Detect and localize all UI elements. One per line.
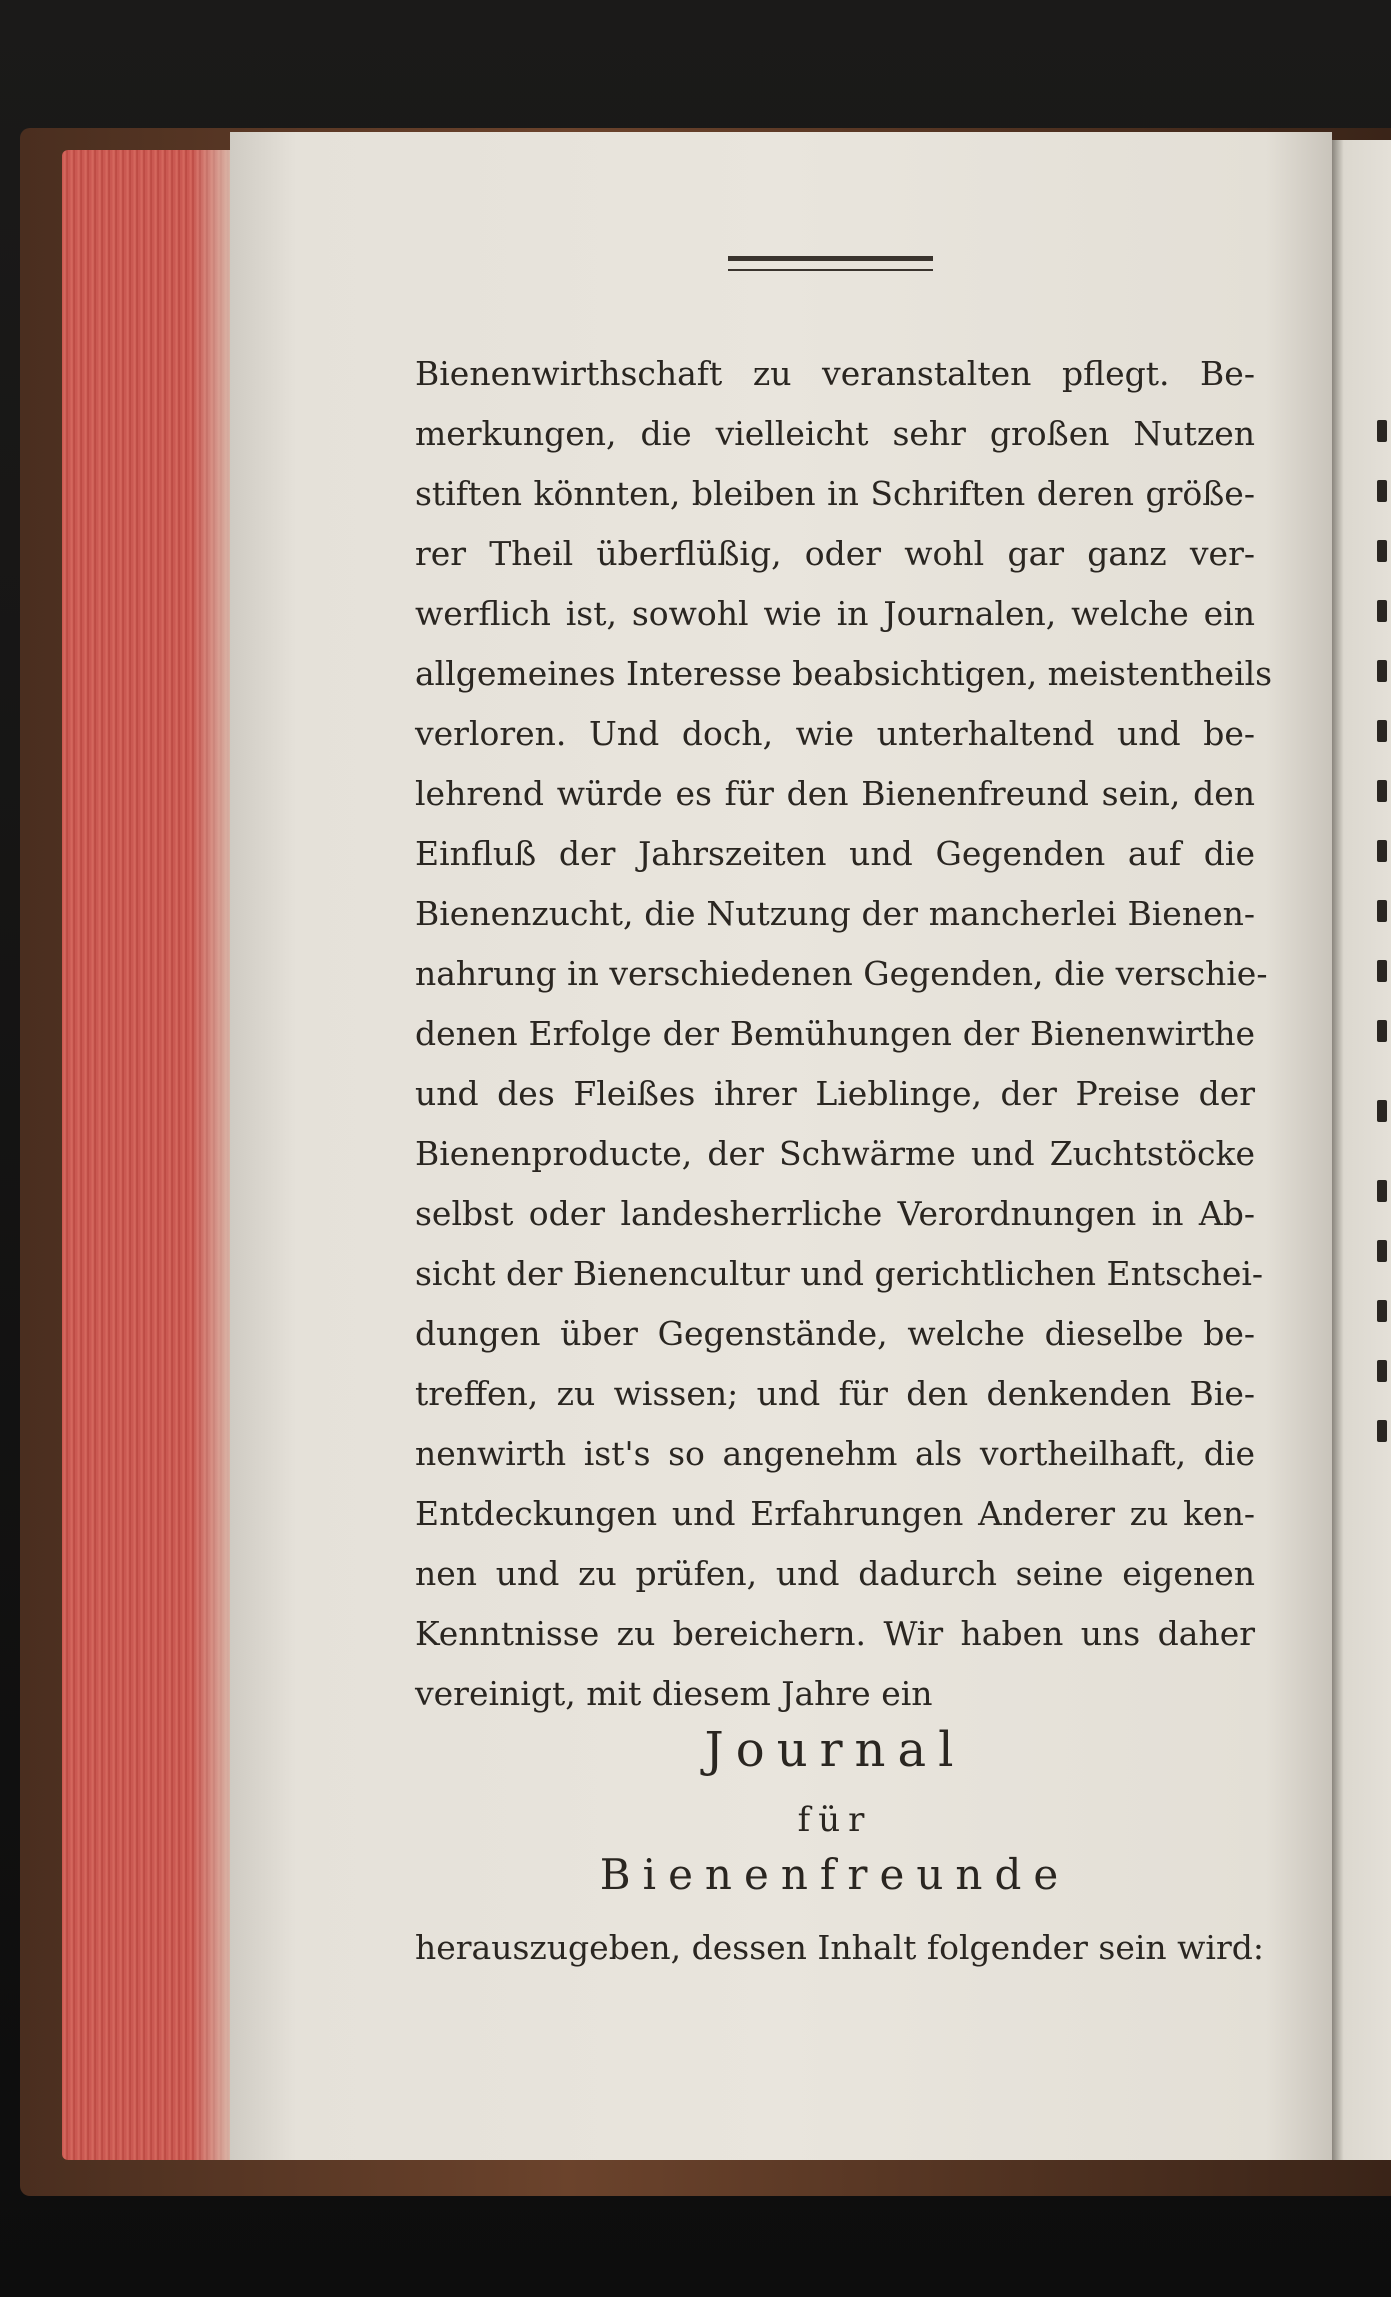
journal-subject: Bienenfreunde [599, 1850, 1071, 1899]
text-fragment [1377, 480, 1387, 502]
body-text [415, 344, 1273, 1724]
text-line: dungen über Gegenstände, welche dieselbe be- [415, 1314, 1255, 1353]
text-line: Einfluß der Jahrszeiten und Gegenden auf die [415, 834, 1255, 873]
closing-line: herauszugeben, dessen Inhalt folgender sein wird: [415, 1928, 1264, 1967]
text-fragment [1377, 420, 1387, 442]
text-line: Bienenzucht, die Nutzung der mancherlei Bienen- [415, 894, 1255, 933]
text-line: treffen, zu wissen; und für den denkenden Bie- [415, 1374, 1255, 1413]
text-line: verloren. Und doch, wie unterhaltend und be- [415, 714, 1255, 753]
text-fragment [1377, 720, 1387, 742]
text-fragment [1377, 1360, 1387, 1382]
text-line: Entdeckungen und Erfahrungen Anderer zu ken- [415, 1494, 1255, 1533]
facing-page-edge [1332, 140, 1391, 2160]
text-line: Kenntnisse zu bereichern. Wir haben uns daher [415, 1614, 1255, 1653]
page-edges [62, 150, 232, 2160]
text-line: stiften könnten, bleiben in Schriften deren größe- [415, 474, 1255, 513]
text-fragment [1377, 780, 1387, 802]
text-fragment [1377, 1240, 1387, 1262]
text-line: vereinigt, mit diesem Jahre ein [415, 1674, 933, 1713]
text-line: lehrend würde es für den Bienenfreund sein, den [415, 774, 1255, 813]
text-fragment [1377, 600, 1387, 622]
text-fragment [1377, 1420, 1387, 1442]
text-line: werflich ist, sowohl wie in Journalen, welche ein [415, 594, 1255, 633]
text-line: merkungen, die vielleicht sehr großen Nutzen [415, 414, 1255, 453]
text-line: und des Fleißes ihrer Lieblinge, der Preise der [415, 1074, 1255, 1113]
text-line: allgemeines Interesse beabsichtigen, meistentheils [415, 654, 1273, 693]
text-line: Bienenproducte, der Schwärme und Zuchtstöcke [415, 1134, 1255, 1173]
text-line: nen und zu prüfen, und dadurch seine eigenen [415, 1554, 1255, 1593]
text-fragment [1377, 1180, 1387, 1202]
text-fragment [1377, 1300, 1387, 1322]
text-fragment [1377, 960, 1387, 982]
text-fragment [1377, 1100, 1387, 1122]
text-line: rer Theil überflüßig, oder wohl gar ganz ver- [415, 534, 1255, 573]
text-fragment [1377, 840, 1387, 862]
text-line: nenwirth ist's so angenehm als vortheilhaft, die [415, 1434, 1255, 1473]
ornamental-rule-icon [728, 256, 933, 271]
text-fragment [1377, 660, 1387, 682]
text-fragment [1377, 540, 1387, 562]
journal-title: Journal [704, 1722, 966, 1778]
text-line: sicht der Bienencultur und gerichtlichen Entschei- [415, 1254, 1264, 1293]
text-line: denen Erfolge der Bemühungen der Bienenwirthe [415, 1014, 1255, 1053]
journal-title-preposition: für [797, 1800, 873, 1840]
text-line: Bienenwirthschaft zu veranstalten pflegt. Be- [415, 354, 1255, 393]
text-fragment [1377, 1020, 1387, 1042]
text-fragment [1377, 900, 1387, 922]
text-line: selbst oder landesherrliche Verordnungen in Ab- [415, 1194, 1255, 1233]
text-line: nahrung in verschiedenen Gegenden, die verschie- [415, 954, 1268, 993]
